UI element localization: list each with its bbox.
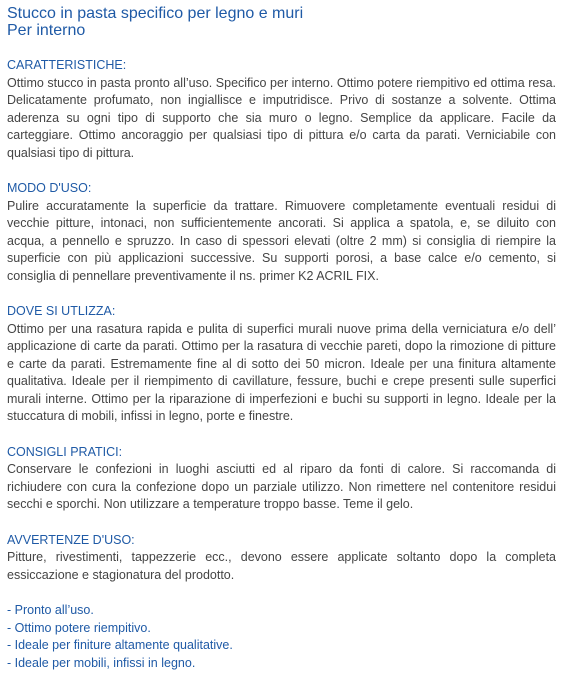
product-description — [7, 5, 556, 688]
section-consigli-pratici — [7, 444, 556, 514]
list-item: - Pronto all’uso. — [7, 603, 94, 617]
section-text: Pitture, rivestimenti, tappezzerie ecc., devono essere applicate soltanto dopo la completa essiccazione e stagionatura del prodotto. — [7, 550, 556, 582]
product-title-line2: Per interno — [7, 22, 86, 39]
list-item: - Ideale per mobili, infissi in legno. — [7, 655, 196, 670]
section-dove-si-utilizza — [7, 303, 556, 426]
section-heading: CONSIGLI PRATICI: — [7, 444, 123, 459]
section-heading: MODO D'USO: — [7, 181, 92, 195]
product-title — [7, 5, 556, 39]
list-item: - Ideale per finiture altamente qualitative. — [7, 638, 233, 652]
section-heading: DOVE SI UTLIZZA: — [7, 304, 116, 318]
section-caratteristiche — [7, 57, 556, 162]
section-text: Ottimo per una rasatura rapida e pulita di superfici murali nuove prima della verniciatura e/o dell’ applicazione di carte da parati. Ottimo per la rasatura di vecchie pareti, dopo la rimozione di pitture e carte da parati. Estremamente fine al di sotto dei 50 micron. Ideale per una finitura altamente qualitativa. Ideale per il riempimento di cavillature, fessure, buchi e crepe presenti sulle superfici murali interne. Ottimo per la riparazione di imperfezioni e buchi su supporti in legno. Ideale per la stuccatura di mobili, infissi in legno, porte e finestre. — [7, 321, 556, 423]
feature-list — [7, 602, 556, 672]
section-text: Pulire accuratamente la superficie da trattare. Rimuovere completamente eventuali residui di vecchie pitture, intonaci, non sufficientemente ancorati. Si applica a spatola, e, se diluito con acqua, a pennello e spruzzo. In caso di spessori elevati (oltre 2 mm) si consiglia di riempire la superficie con più applicazioni successive. Su supporti porosi, a base calce e/o cemento, si consiglia di pennellare preventivamente il ns. primer K2 ACRIL FIX. — [7, 198, 556, 283]
section-modo-uso — [7, 180, 556, 285]
product-title-line1: Stucco in pasta specifico per legno e muri — [7, 5, 304, 22]
section-heading: AVVERTENZE D'USO: — [7, 532, 135, 547]
section-heading: CARATTERISTICHE: — [7, 58, 127, 72]
section-text: Conservare le confezioni in luoghi asciutti ed al riparo da fonti di calore. Si raccomanda di richiudere con cura la confezione dopo un parziale utilizzo. Non rimettere nel contenitore residui secchi e sporchi. Non utilizzare a temperature troppo basse. Teme il gelo. — [7, 462, 556, 511]
section-avvertenze-uso — [7, 532, 556, 585]
list-item: - Ottimo potere riempitivo. — [7, 620, 151, 635]
section-text: Ottimo stucco in pasta pronto all’uso. Specifico per interno. Ottimo potere riempitivo ed ottima resa. Delicatamente profumato, non ingiallisce e imputridisce. Privo di sostanze a solvente. Ottima aderenza su ogni tipo di supporto che sia muro o legno. Semplice da applicare. Facile da carteggiare. Ottimo ancoraggio per qualsiasi tipo di pittura e/o carta da parati. Verniciabile con qualsiasi tipo di pittura. — [7, 75, 556, 160]
